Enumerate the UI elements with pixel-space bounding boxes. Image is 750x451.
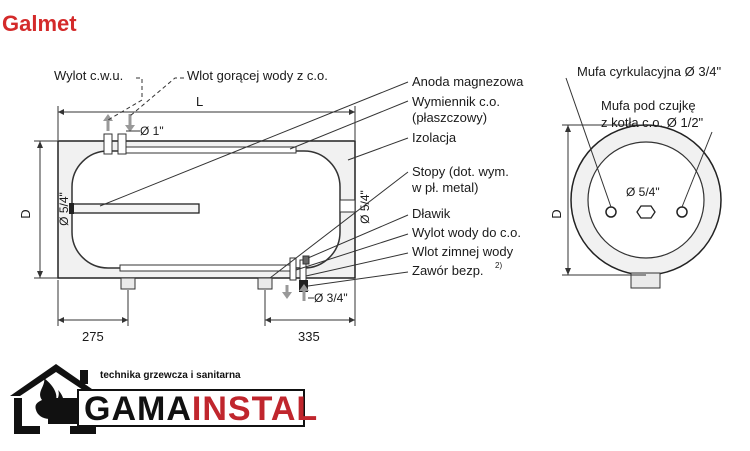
sensor-socket: [677, 207, 687, 217]
dim-D-end: D: [549, 209, 564, 219]
gland: [303, 256, 309, 264]
label-exchanger-type: (płaszczowy): [412, 110, 488, 125]
dim-d54-right: Ø 5/4": [358, 190, 372, 224]
label-safety-valve: Zawór bezp.: [412, 263, 484, 278]
dim-d54-center: Ø 5/4": [626, 185, 660, 199]
dim-L: L: [196, 94, 204, 109]
tank-side-view: [58, 134, 355, 292]
dim-d34: Ø 3/4": [314, 291, 348, 305]
heating-outlet-pipe: [290, 258, 296, 280]
dim-d1: Ø 1": [140, 124, 164, 138]
label-circulation: Mufa cyrkulacyjna Ø 3/4": [577, 64, 722, 79]
foot-right: [258, 278, 272, 289]
center-nut: [637, 206, 655, 218]
label-safety-valve-note: 2): [495, 261, 503, 270]
exchanger-bottom: [120, 265, 296, 271]
label-feet-note: w pł. metal): [412, 180, 479, 195]
circulation-socket: [606, 207, 616, 217]
house-chimney-icon: [80, 370, 88, 384]
label-sensor: Mufa pod czujkę: [601, 98, 696, 113]
heating-inlet-pipe: [118, 134, 126, 154]
brand-galmet-logo: Galmet: [2, 11, 77, 36]
dim-d54-left: Ø 5/4": [57, 192, 71, 226]
end-inner: [588, 142, 704, 258]
label-heating-outlet: Wylot wody do c.o.: [412, 225, 521, 240]
logo-name: GAMAINSTAL: [84, 390, 319, 428]
exchanger-top: [120, 147, 296, 153]
dim-D: D: [18, 209, 33, 219]
label-hot-outlet: Wylot c.w.u.: [54, 68, 124, 83]
tank-end-view: [571, 125, 721, 288]
label-cold-inlet: Wlot zimnej wody: [412, 244, 514, 259]
gamainstal-logo: [10, 364, 318, 434]
label-anode: Anoda magnezowa: [412, 74, 524, 89]
logo-tagline: technika grzewcza i sanitarna: [100, 370, 241, 381]
hot-outlet-pipe: [104, 134, 112, 154]
label-insulation: Izolacja: [412, 130, 457, 145]
label-feet: Stopy (dot. wym.: [412, 164, 509, 179]
label-gland: Dławik: [412, 206, 451, 221]
arrow-hot-out-icon: [103, 114, 113, 131]
label-exchanger: Wymiennik c.o.: [412, 94, 501, 109]
foot-left: [121, 278, 135, 289]
label-sensor-size: z kotła c.o. Ø 1/2": [601, 115, 704, 130]
label-heating-inlet: Wlot gorącej wody z c.o.: [187, 68, 328, 83]
right-side-socket: [340, 200, 355, 212]
arrow-heating-out-icon: [282, 285, 292, 299]
dim-275: 275: [82, 329, 104, 344]
arrow-heating-in-icon: [125, 114, 135, 132]
dim-335: 335: [298, 329, 320, 344]
anode-rod: [72, 204, 199, 213]
